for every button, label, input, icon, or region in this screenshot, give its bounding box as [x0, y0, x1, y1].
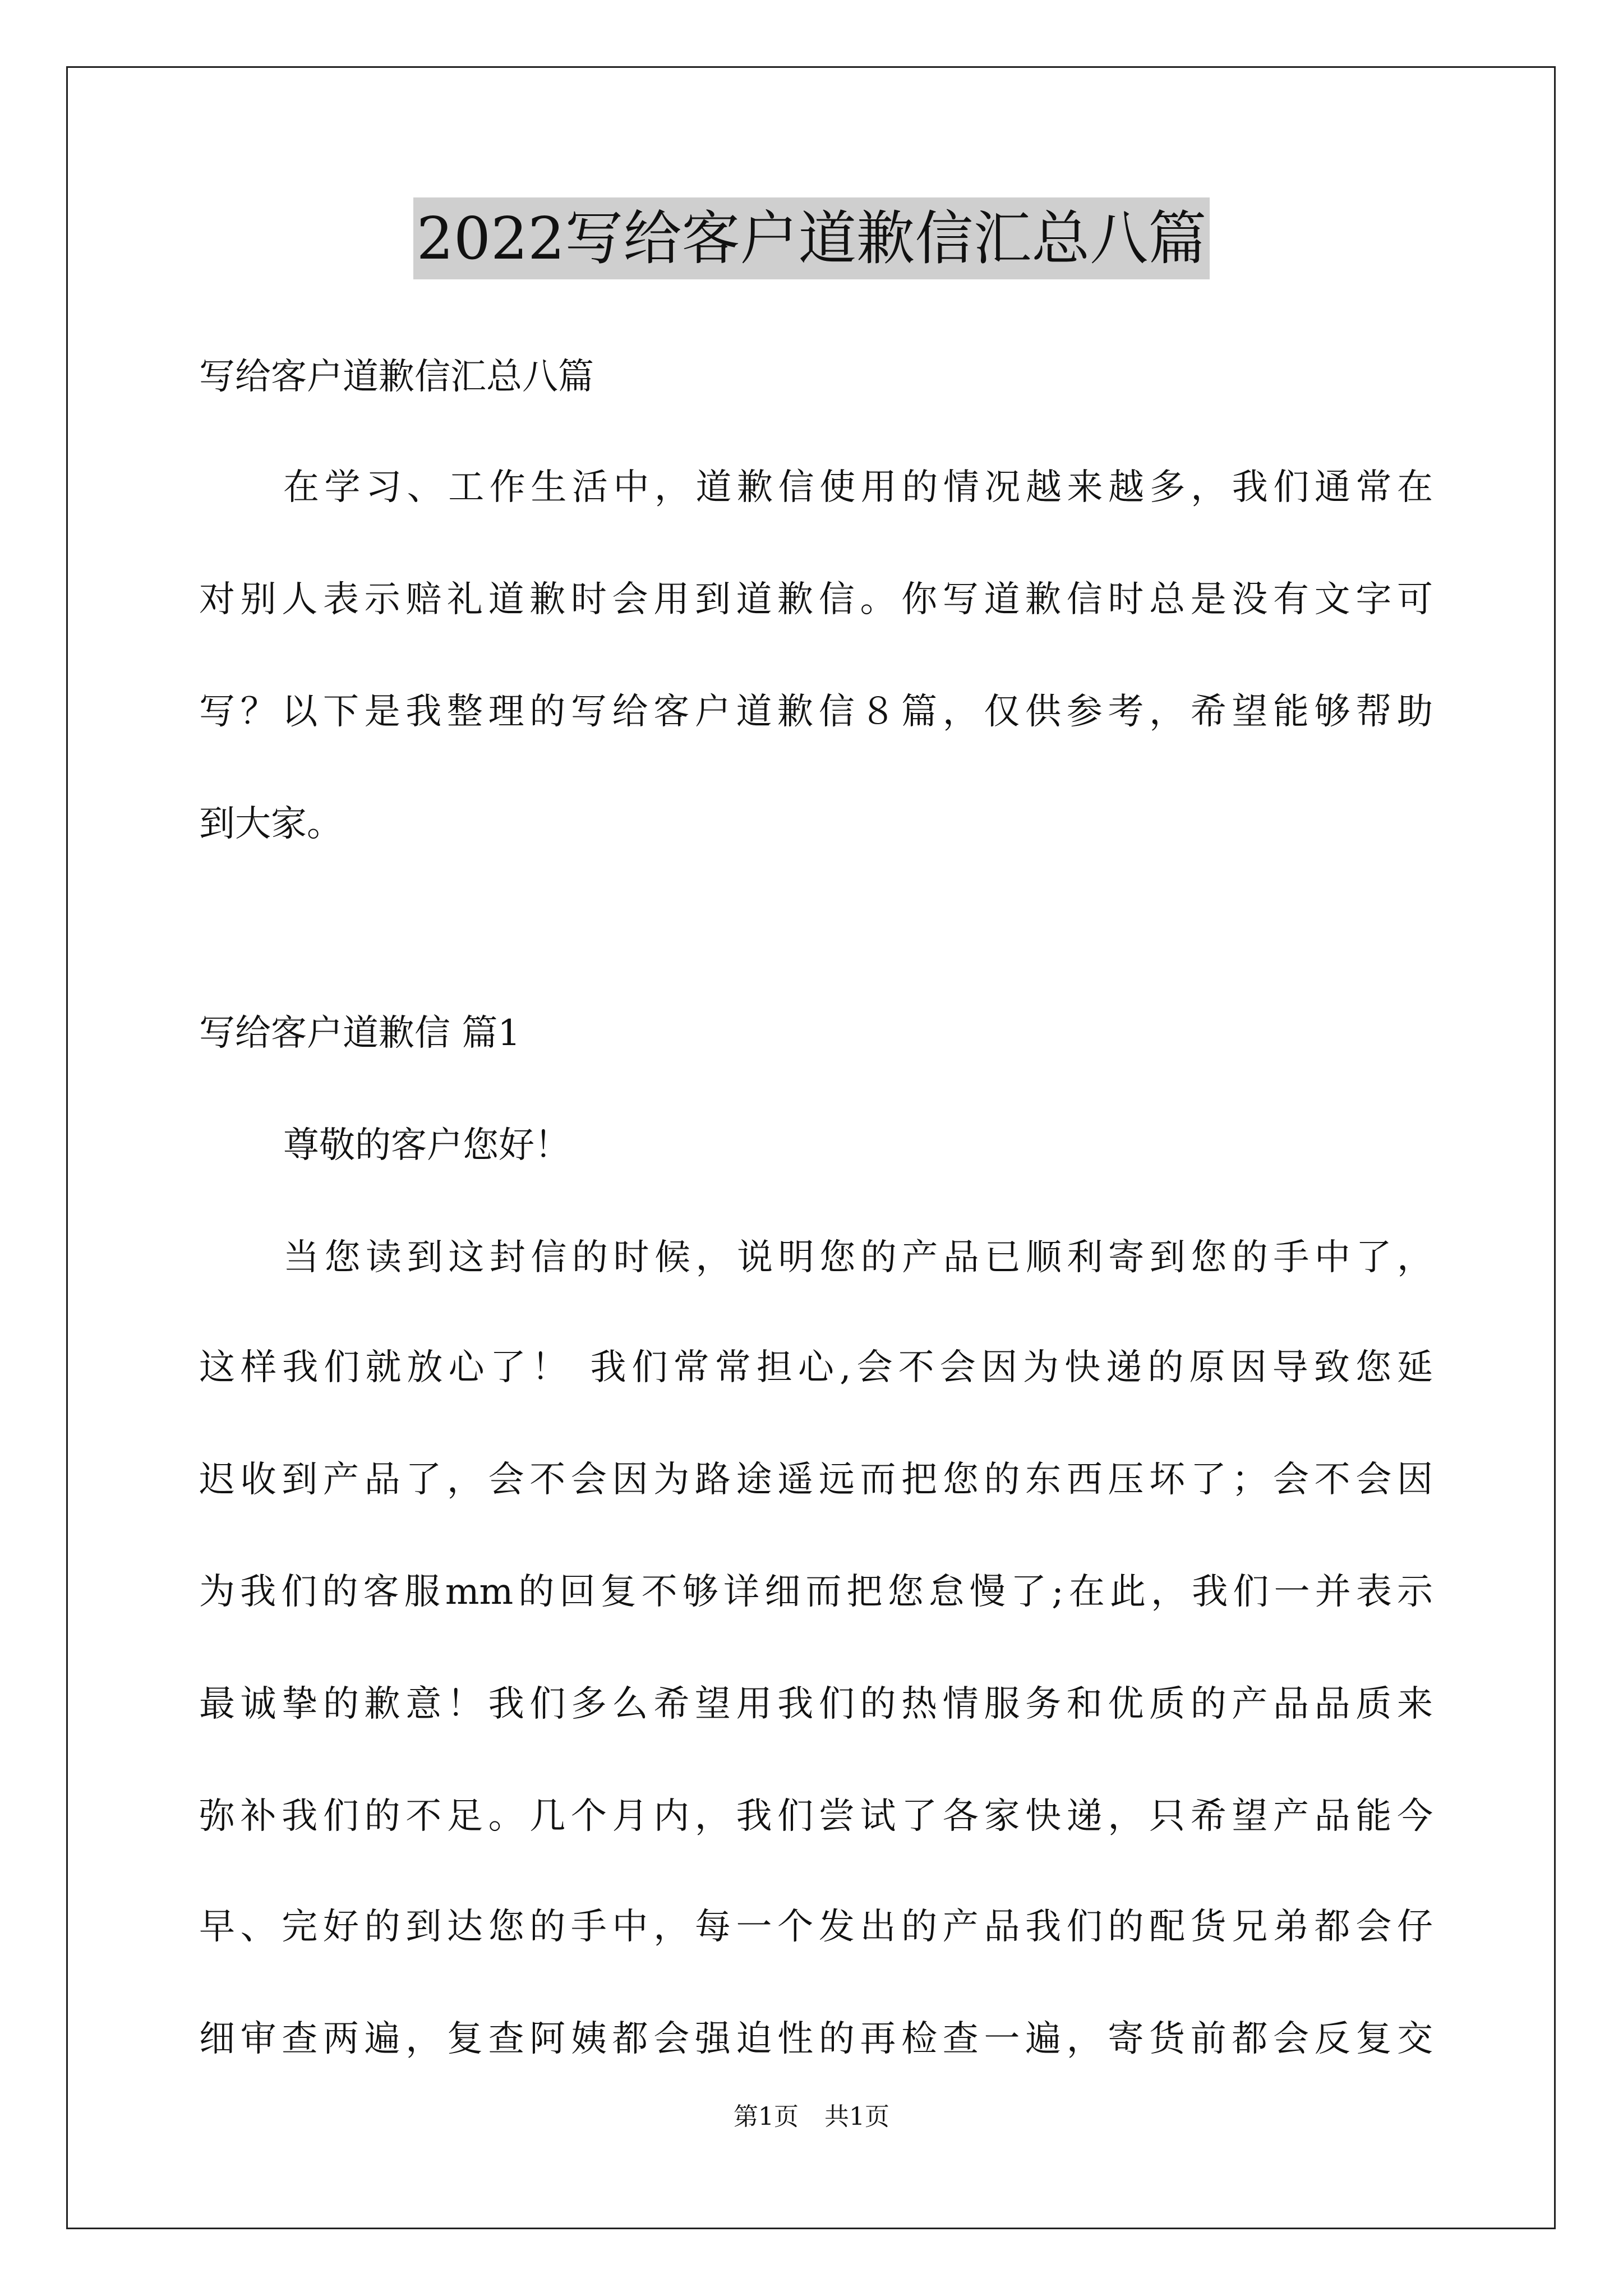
intro-line-4: 到大家。 [199, 803, 343, 845]
intro-line-1: 在学习、工作生活中，道歉信使用的情况越来越多，我们通常在 [283, 467, 1433, 508]
document-subtitle: 写给客户道歉信汇总八篇 [199, 356, 594, 398]
page-number-label: 第1页 [734, 2102, 799, 2131]
section-heading: 写给客户道歉信 篇1 [199, 1013, 521, 1054]
body-line-5: 最诚挚的歉意！我们多么希望用我们的热情服务和优质的产品品质来 [199, 1683, 1433, 1725]
body-line-3: 迟收到产品了，会不会因为路途遥远而把您的东西压坏了；会不会因 [199, 1459, 1433, 1501]
document-title: 2022写给客户道歉信汇总八篇 [413, 197, 1210, 279]
body-line-6: 弥补我们的不足。几个月内，我们尝试了各家快递，只希望产品能今 [199, 1796, 1433, 1837]
greeting: 尊敬的客户您好！ [283, 1125, 570, 1166]
page-footer [0, 2101, 1623, 2133]
title-container [0, 197, 1623, 279]
body-line-1: 当您读到这封信的时候，说明您的产品已顺利寄到您的手中了， [283, 1237, 1433, 1278]
body-line-8: 细审查两遍，复查阿姨都会强迫性的再检查一遍，寄货前都会反复交 [199, 2018, 1433, 2060]
page-total-label: 共1页 [824, 2102, 889, 2131]
body-line-7: 早、完好的到达您的手中，每一个发出的产品我们的配货兄弟都会仔 [199, 1906, 1433, 1948]
intro-line-2: 对别人表示赔礼道歉时会用到道歉信。你写道歉信时总是没有文字可 [199, 579, 1433, 620]
intro-line-3: 写？以下是我整理的写给客户道歉信８篇，仅供参考，希望能够帮助 [199, 691, 1433, 733]
body-line-2: 这样我们就放心了！ 我们常常担心,会不会因为快递的原因导致您延 [199, 1347, 1433, 1388]
body-line-4: 为我们的客服mm的回复不够详细而把您怠慢了;在此，我们一并表示 [199, 1571, 1433, 1613]
